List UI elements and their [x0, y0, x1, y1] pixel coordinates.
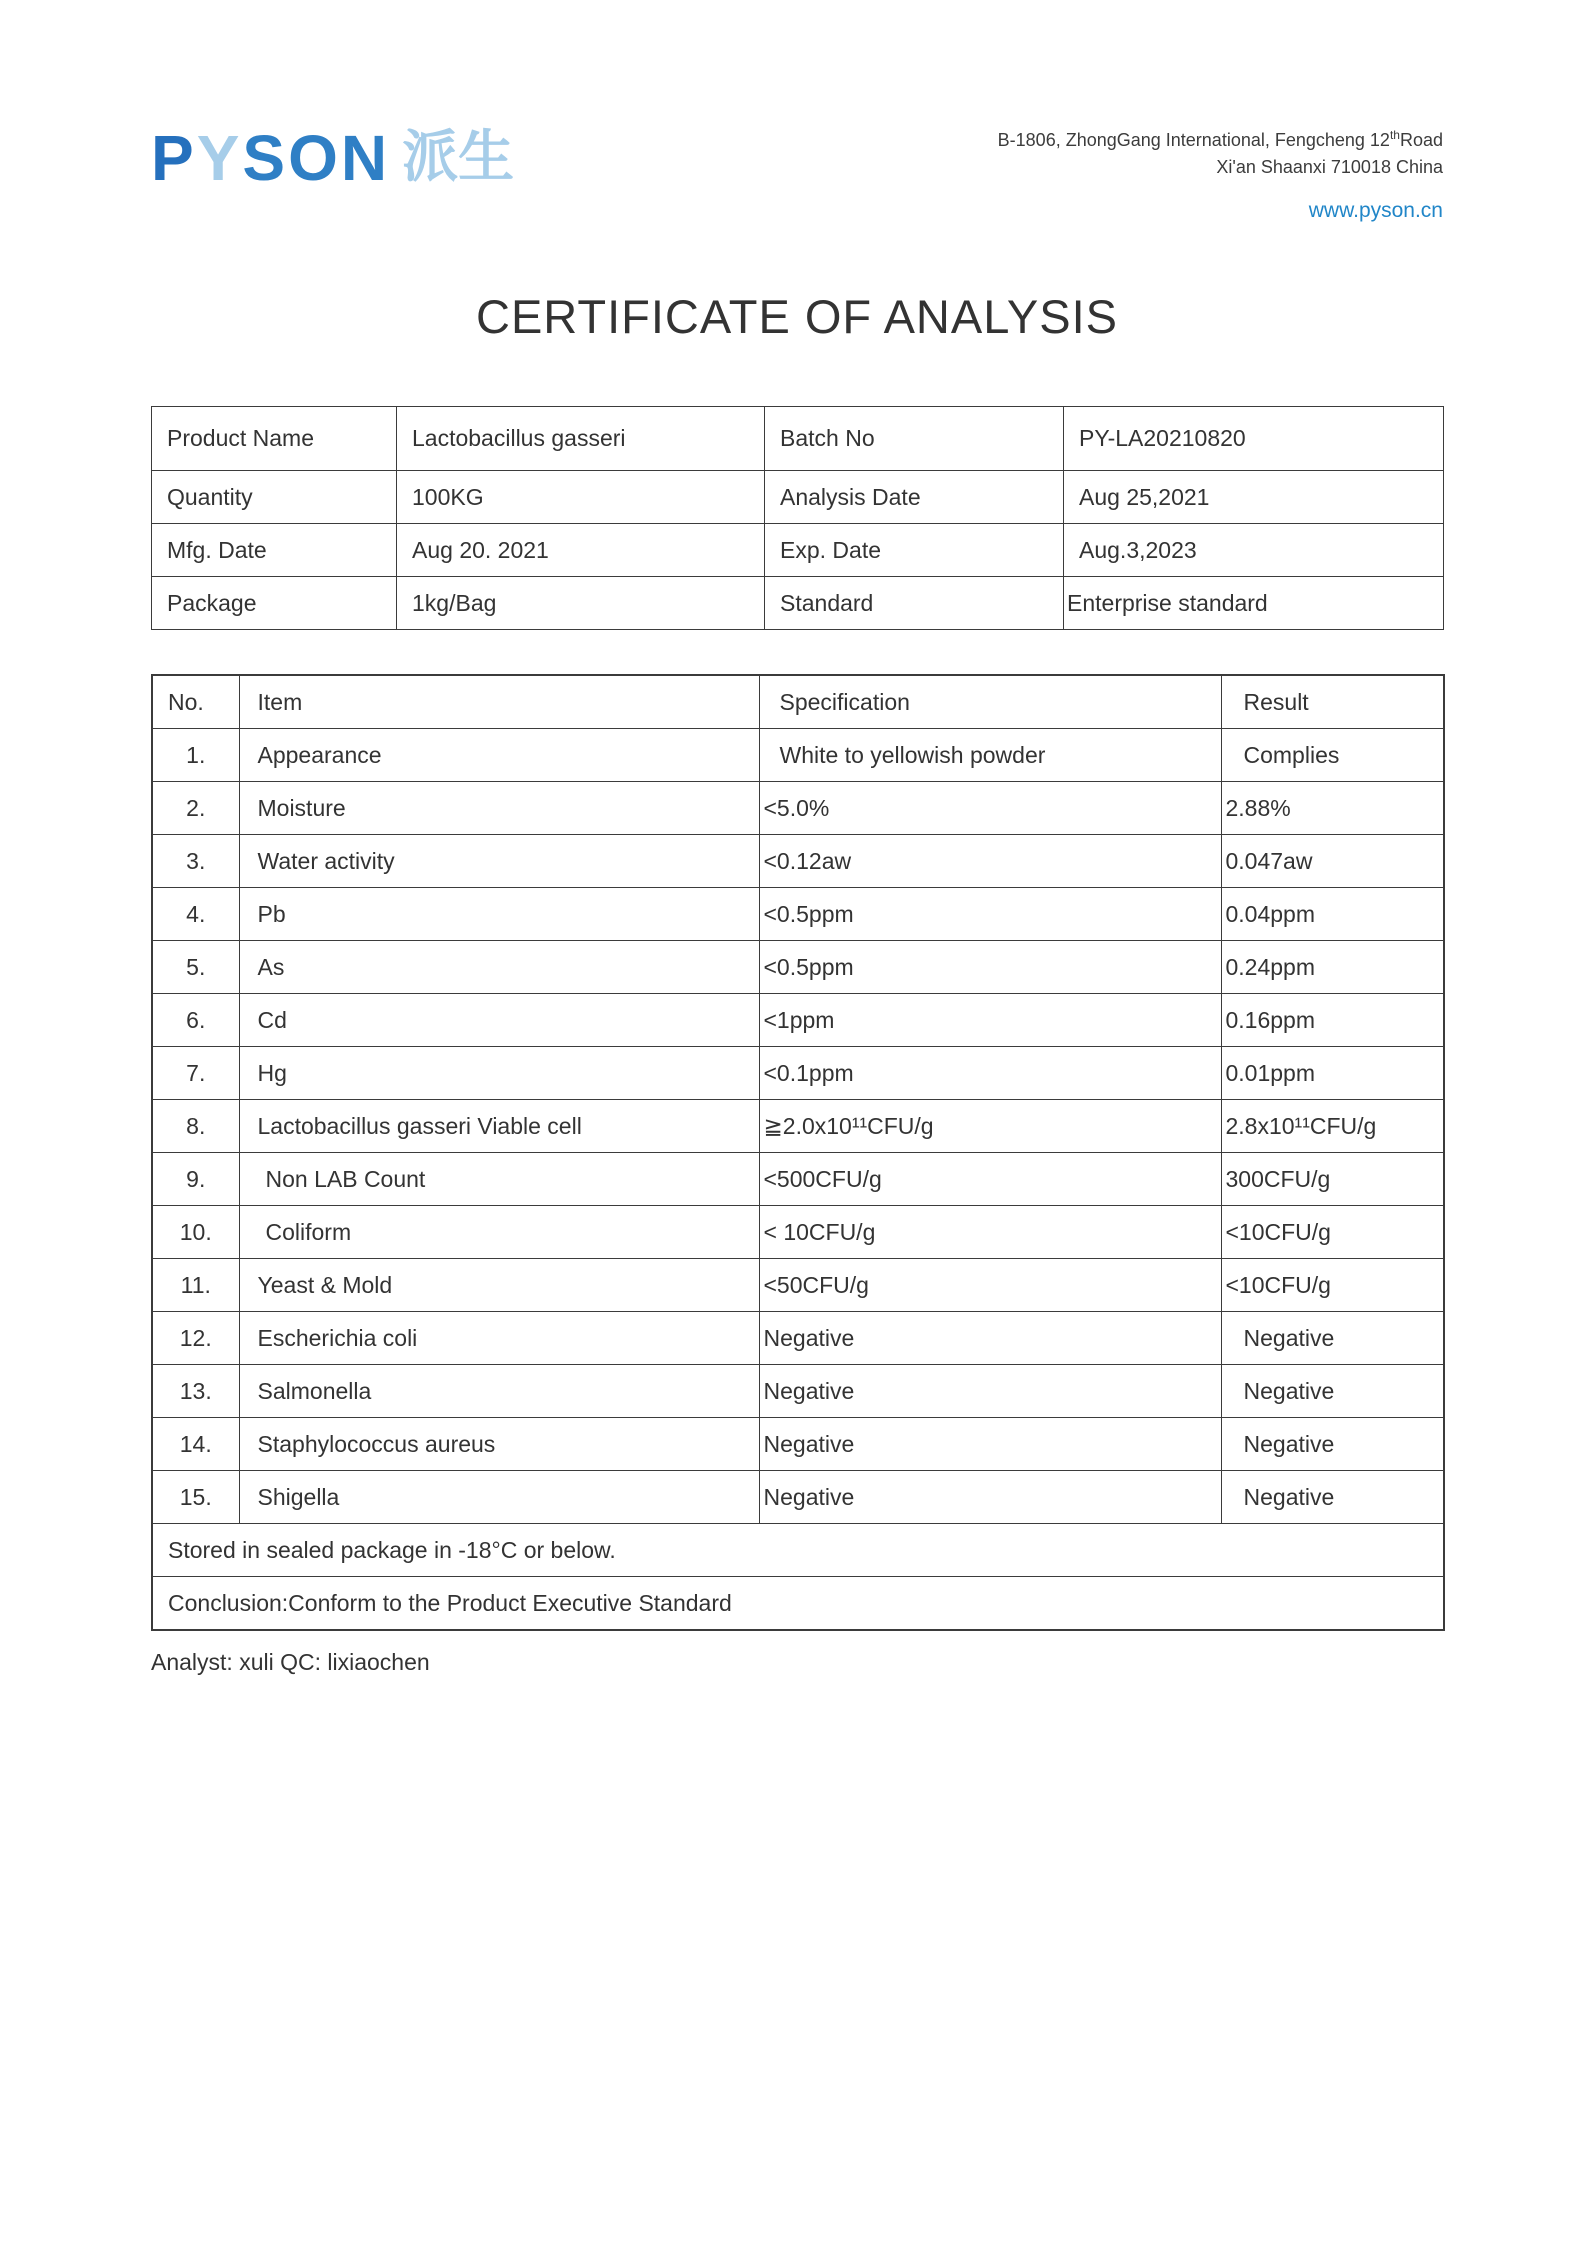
row-no: 8. — [152, 1100, 239, 1153]
address-line-1-text: B-1806, ZhongGang International, Fengcheng 12 — [997, 130, 1390, 150]
row-spec: <0.5ppm — [759, 941, 1221, 994]
row-spec: <0.5ppm — [759, 888, 1221, 941]
info-label-standard: Standard — [765, 577, 1064, 630]
info-label-exp-date: Exp. Date — [765, 524, 1064, 577]
row-no: 14. — [152, 1418, 239, 1471]
info-row-package — [152, 577, 1444, 630]
analysis-row-moisture — [152, 782, 1444, 835]
row-item: Coliform — [239, 1206, 759, 1259]
row-spec: Negative — [759, 1312, 1221, 1365]
info-value-quantity: 100KG — [397, 471, 765, 524]
info-label-mfg-date: Mfg. Date — [152, 524, 397, 577]
logo-chinese-text: 派生 — [402, 125, 515, 188]
row-no: 15. — [152, 1471, 239, 1524]
row-spec: <500CFU/g — [759, 1153, 1221, 1206]
header-spec: Specification — [759, 675, 1221, 729]
row-no: 4. — [152, 888, 239, 941]
row-spec: <0.1ppm — [759, 1047, 1221, 1100]
row-spec: <50CFU/g — [759, 1259, 1221, 1312]
analysis-header-row — [152, 675, 1444, 729]
row-item: Staphylococcus aureus — [239, 1418, 759, 1471]
row-result: 0.24ppm — [1221, 941, 1444, 994]
row-no: 9. — [152, 1153, 239, 1206]
conclusion: Conclusion:Conform to the Product Executive Standard — [152, 1577, 1444, 1631]
row-item: Non LAB Count — [239, 1153, 759, 1206]
address-ordinal-suffix: th — [1389, 128, 1400, 142]
logo-letters-son: SON — [242, 122, 391, 194]
storage-note: Stored in sealed package in -18°C or below. — [152, 1524, 1444, 1577]
analysis-row-e-coli — [152, 1312, 1444, 1365]
row-item: Moisture — [239, 782, 759, 835]
row-spec: <0.12aw — [759, 835, 1221, 888]
row-result: 2.88% — [1221, 782, 1444, 835]
row-result: Negative — [1221, 1471, 1444, 1524]
row-item: As — [239, 941, 759, 994]
row-item: Water activity — [239, 835, 759, 888]
row-result: 300CFU/g — [1221, 1153, 1444, 1206]
row-item: Lactobacillus gasseri Viable cell — [239, 1100, 759, 1153]
analysis-row-yeast-mold — [152, 1259, 1444, 1312]
address-line-1 — [998, 126, 1443, 154]
header-right — [998, 126, 1443, 223]
row-result: <10CFU/g — [1221, 1259, 1444, 1312]
row-no: 3. — [152, 835, 239, 888]
analysis-row-shigella — [152, 1471, 1444, 1524]
row-result: 0.047aw — [1221, 835, 1444, 888]
info-label-product-name: Product Name — [152, 407, 397, 471]
website-link[interactable]: www.pyson.cn — [1308, 199, 1443, 222]
info-value-package: 1kg/Bag — [397, 577, 765, 630]
row-item: Cd — [239, 994, 759, 1047]
header-no: No. — [152, 675, 239, 729]
analysis-row-coliform — [152, 1206, 1444, 1259]
info-row-mfg-date — [152, 524, 1444, 577]
row-no: 7. — [152, 1047, 239, 1100]
pyson-logo — [151, 122, 515, 194]
analysis-results-table — [151, 674, 1445, 1631]
logo-letter-p: P — [151, 122, 197, 194]
row-spec: White to yellowish powder — [759, 729, 1221, 782]
info-value-product-name: Lactobacillus gasseri — [397, 407, 765, 471]
info-label-analysis-date: Analysis Date — [765, 471, 1064, 524]
row-result: Negative — [1221, 1365, 1444, 1418]
row-result: 0.01ppm — [1221, 1047, 1444, 1100]
row-no: 6. — [152, 994, 239, 1047]
row-spec: Negative — [759, 1471, 1221, 1524]
analysis-row-viable-cell — [152, 1100, 1444, 1153]
info-value-exp-date: Aug.3,2023 — [1064, 524, 1444, 577]
row-spec: < 10CFU/g — [759, 1206, 1221, 1259]
document-title: CERTIFICATE OF ANALYSIS — [476, 290, 1118, 343]
analysis-row-hg — [152, 1047, 1444, 1100]
info-row-product — [152, 407, 1444, 471]
row-no: 10. — [152, 1206, 239, 1259]
row-no: 1. — [152, 729, 239, 782]
row-no: 11. — [152, 1259, 239, 1312]
header — [151, 122, 1443, 223]
row-no: 5. — [152, 941, 239, 994]
analysis-row-salmonella — [152, 1365, 1444, 1418]
info-value-analysis-date: Aug 25,2021 — [1064, 471, 1444, 524]
header-result: Result — [1221, 675, 1444, 729]
header-item: Item — [239, 675, 759, 729]
row-spec: <1ppm — [759, 994, 1221, 1047]
analysis-row-staph-aureus — [152, 1418, 1444, 1471]
row-spec: <5.0% — [759, 782, 1221, 835]
info-value-standard: Enterprise standard — [1064, 577, 1444, 630]
row-item: Escherichia coli — [239, 1312, 759, 1365]
analysis-row-as — [152, 941, 1444, 994]
row-item: Salmonella — [239, 1365, 759, 1418]
row-result: Complies — [1221, 729, 1444, 782]
row-no: 2. — [152, 782, 239, 835]
conclusion-row — [152, 1577, 1444, 1631]
row-result: 2.8x10¹¹CFU/g — [1221, 1100, 1444, 1153]
row-result: Negative — [1221, 1312, 1444, 1365]
address-line-1-road: Road — [1399, 130, 1443, 150]
row-spec: Negative — [759, 1418, 1221, 1471]
row-spec: ≧2.0x10¹¹CFU/g — [759, 1100, 1221, 1153]
analysis-row-appearance — [152, 729, 1444, 782]
product-info-table — [151, 406, 1444, 630]
row-item: Shigella — [239, 1471, 759, 1524]
analysis-row-pb — [152, 888, 1444, 941]
company-address — [998, 126, 1443, 181]
row-no: 13. — [152, 1365, 239, 1418]
logo-letter-y: Y — [196, 122, 243, 194]
row-result: 0.04ppm — [1221, 888, 1444, 941]
info-value-mfg-date: Aug 20. 2021 — [397, 524, 765, 577]
row-item: Pb — [239, 888, 759, 941]
row-result: <10CFU/g — [1221, 1206, 1444, 1259]
row-spec: Negative — [759, 1365, 1221, 1418]
row-item: Hg — [239, 1047, 759, 1100]
info-label-package: Package — [152, 577, 397, 630]
row-item: Appearance — [239, 729, 759, 782]
row-result: 0.16ppm — [1221, 994, 1444, 1047]
analysis-row-non-lab-count — [152, 1153, 1444, 1206]
row-result: Negative — [1221, 1418, 1444, 1471]
info-label-batch-no: Batch No — [765, 407, 1064, 471]
row-item: Yeast & Mold — [239, 1259, 759, 1312]
analysis-row-cd — [152, 994, 1444, 1047]
analysis-row-water-activity — [152, 835, 1444, 888]
analyst-line: Analyst: xuli QC: lixiaochen — [151, 1649, 430, 1675]
info-value-batch-no: PY-LA20210820 — [1064, 407, 1444, 471]
address-line-2: Xi'an Shaanxi 710018 China — [1216, 157, 1443, 177]
row-no: 12. — [152, 1312, 239, 1365]
logo-text — [151, 122, 390, 194]
info-label-quantity: Quantity — [152, 471, 397, 524]
storage-note-row — [152, 1524, 1444, 1577]
info-row-quantity — [152, 471, 1444, 524]
